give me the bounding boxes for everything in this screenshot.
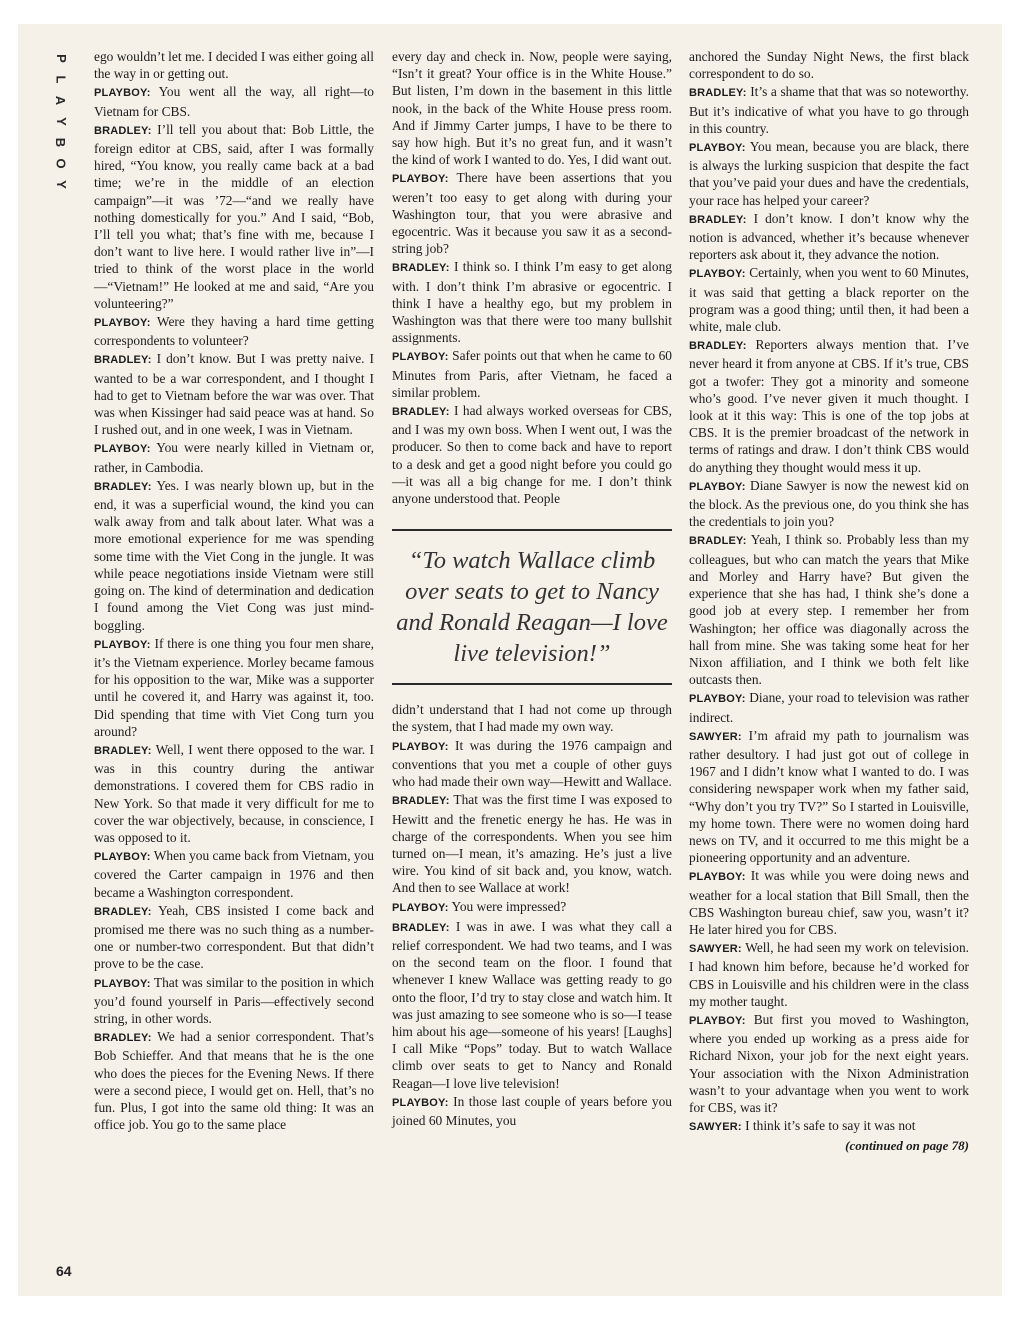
paragraph xyxy=(94,439,374,475)
speaker-label: BRADLEY: xyxy=(94,905,152,918)
paragraph-text: every day and check in. Now, people were saying, “Isn’t it great? Your office is in the White House.” But listen, I’m down in the basement in this little nook, in the back of the White House press room. And if Jimmy Carter jumps, I have to be there to say how high. But it’s no great fun, and it wasn’t the kind of work I wanted to do. Yes, I did want out. xyxy=(392,49,672,168)
speaker-label: BRADLEY: xyxy=(94,1032,152,1045)
paragraph-text: didn’t understand that I had not come up through the system, that I had made my own way. xyxy=(392,702,672,735)
speaker-label: PLAYBOY: xyxy=(94,977,151,990)
speaker-label: PLAYBOY: xyxy=(94,443,151,456)
speaker-label: BRADLEY: xyxy=(94,354,152,367)
speaker-label: PLAYBOY: xyxy=(94,638,151,651)
paragraph xyxy=(94,477,374,634)
paragraph xyxy=(689,1011,969,1116)
continued-note: (continued on page 78) xyxy=(845,1138,969,1154)
paragraph xyxy=(392,347,672,401)
paragraph-text: Yeah, I think so. Probably less than my colleagues, but who can match the years that Mike and Morley and Harry have? But given the experience that she has had, I think she’s done a good job at every step. I remember her from Washington; her office was diagonally across the hall from mine. She was taking some heat for her Nixon affiliation, and I think we both felt like outcasts then. xyxy=(689,532,969,688)
paragraph-text: It was during the 1976 campaign and conventions that you met a couple of other guys who had made their own way—Hewitt and Wallace. xyxy=(392,737,672,790)
paragraph xyxy=(392,791,672,896)
paragraph-text: You mean, because you are black, there is always the lurking suspicion that despite the fact that you’ve paid your dues and have the credentials, your race has helped your career? xyxy=(689,139,969,208)
paragraph xyxy=(689,210,969,264)
pull-quote: “To watch Wallace climb over seats to get to Nancy and Ronald Reagan—I love live television!” xyxy=(396,547,668,668)
logo-letter: L xyxy=(53,75,69,84)
paragraph xyxy=(392,48,672,168)
paragraph xyxy=(689,48,969,82)
paragraph-text: That was the first time I was exposed to Hewitt and the frenetic energy he has. He was in charge of the correspondents. When you see him turned on—I mean, it’s amazing. He’s just a live wire. You kind of sit back and, you know, watch. And then to see Wallace at work! xyxy=(392,792,673,896)
paragraph-text: You were impressed? xyxy=(451,898,567,914)
paragraph-text: ego wouldn’t let me. I decided I was either going all the way in or getting out. xyxy=(94,49,374,82)
paragraph xyxy=(689,727,969,867)
speaker-label: PLAYBOY: xyxy=(94,317,151,330)
paragraph xyxy=(94,121,374,312)
speaker-label: PLAYBOY: xyxy=(689,871,746,884)
paragraph xyxy=(94,847,374,901)
logo-letter: A xyxy=(53,95,69,106)
paragraph xyxy=(392,737,672,791)
text-column-1 xyxy=(94,48,374,1134)
column-2-text xyxy=(392,48,672,507)
paragraph xyxy=(392,169,672,257)
paragraph-text: I was in awe. I was what they call a relief correspondent. We had two teams, and I was on the second team on the floor. I found that whenever I knew Wallace was getting ready to go onto the floor, I’d try to stay close and watch him. It was just amazing to see someone who is so—I tease him about his age—someone of his years! [Laughs] I call Mike “Pops” today. But to watch Wallace climb over seats to get to Nancy and Ronald Reagan—I love live television! xyxy=(392,918,672,1091)
page-number: 64 xyxy=(56,1263,72,1279)
paragraph xyxy=(392,1093,672,1129)
paragraph-text: I don’t know. But I was pretty naive. I wanted to be a war correspondent, and I thought I had to get to Vietnam before the war was over. That was when Kissinger had said peace was at hand. So I rushed out, and in one week, I was in Vietnam. xyxy=(94,351,374,438)
speaker-label: BRADLEY: xyxy=(392,262,450,275)
paragraph-text: In those last couple of years before you joined 60 Minutes, you xyxy=(392,1093,672,1128)
speaker-label: BRADLEY: xyxy=(94,480,152,493)
paragraph xyxy=(689,531,969,688)
logo-letter: P xyxy=(53,54,69,63)
paragraph-text: Were they having a hard time getting correspondents to volunteer? xyxy=(94,314,374,349)
paragraph xyxy=(94,83,374,119)
paragraph xyxy=(392,918,672,1092)
paragraph xyxy=(392,258,672,346)
paragraph-text: If there is one thing you four men share, it’s the Vietnam experience. Morley became famous for his opposition to the war, Mike was a supporter until he covered it, and Harry was against it, too. Did spending that time with Viet Cong turn you around? xyxy=(94,635,374,739)
paragraph-text: It’s a shame that that was so noteworthy. But it’s indicative of what you have to go through in this country. xyxy=(689,84,969,136)
paragraph xyxy=(94,635,374,740)
paragraph xyxy=(94,313,374,349)
paragraph-text: Safer points out that when he came to 60 Minutes from Paris, after Vietnam, he faced a similar problem. xyxy=(392,348,672,400)
speaker-label: BRADLEY: xyxy=(689,87,747,100)
paragraph xyxy=(689,336,969,476)
paragraph-text: Reporters always mention that. I’ve never heard it from anyone at CBS. If it’s true, CBS got a twofer: They got a minority and someone who’s good. I’ve never given it much thought. I look at it this way: This is one of the top jobs at CBS. It is the premier broadcast of the network in terms of ratings and draw. I don’t think CBS would do anything they thought would mess it up. xyxy=(689,337,969,475)
speaker-label: SAWYER: xyxy=(689,1121,742,1134)
paragraph xyxy=(94,48,374,82)
speaker-label: BRADLEY: xyxy=(689,535,747,548)
speaker-label: PLAYBOY: xyxy=(689,1014,746,1027)
paragraph xyxy=(94,902,374,973)
paragraph-text: Yes. I was nearly blown up, but in the end, it was a superficial wound, the kind you can walk away from and talk about later. What was a more emotional experience for me was spending some time with the Viet Cong in the jungle. It was while peace negotiations inside Vietnam were still going on. The kind of determination and dedication I found among the Viet Cong was just mind-boggling. xyxy=(94,477,374,633)
paragraph-text: But first you moved to Washington, where you ended up working as a press aide for Richard Nixon, your job for the next eight years. Your association with the Nixon Administration wasn’t to your advantage when you went to work for CBS, was it? xyxy=(689,1011,969,1115)
paragraph-text: I’m afraid my path to journalism was rather desultory. I had just got out of college in 1967 and I didn’t know what I wanted to do. I was considering newspaper work when my father said, “Why don’t you try TV?” So I started in Louisville, my home town. There were no women doing hard news on TV, and it occurred to me this might be a pioneering opportunity and an adventure. xyxy=(689,727,969,866)
paragraph-text: Certainly, when you went to 60 Minutes, it was said that getting a black reporter on the program was a good thing; until then, it had been a white, male club. xyxy=(689,265,969,335)
speaker-label: PLAYBOY: xyxy=(689,480,746,493)
text-column-3 xyxy=(689,48,969,1155)
text-column-2 xyxy=(392,48,672,1130)
speaker-label: PLAYBOY: xyxy=(392,173,449,186)
paragraph-text: Diane Sawyer is now the newest kid on the block. As the previous one, do you think she has the credentials to join you? xyxy=(689,477,969,530)
paragraph-text: anchored the Sunday Night News, the first black correspondent to do so. xyxy=(689,49,969,82)
speaker-label: SAWYER: xyxy=(689,943,742,956)
paragraph xyxy=(689,83,969,137)
column-2-text-continued xyxy=(392,701,672,1129)
speaker-label: PLAYBOY: xyxy=(94,851,151,864)
paragraph-text: Diane, your road to television was rather indirect. xyxy=(689,690,969,725)
paragraph xyxy=(689,689,969,725)
speaker-label: BRADLEY: xyxy=(392,406,450,419)
paragraph-text: That was similar to the position in which you’d found yourself in Paris—effectively second string, in other words. xyxy=(94,974,374,1026)
logo-letter: Y xyxy=(53,180,69,189)
playboy-vertical-logo xyxy=(50,48,72,195)
speaker-label: BRADLEY: xyxy=(94,124,152,137)
paragraph-text: Yeah, CBS insisted I come back and promised me there was no such thing as a number-one or number-two correspondent. But that didn’t prove to be the case. xyxy=(94,902,374,972)
paragraph xyxy=(94,350,374,438)
paragraph-text: When you came back from Vietnam, you covered the Carter campaign in 1976 and then became a Washington correspondent. xyxy=(94,848,374,900)
speaker-label: PLAYBOY: xyxy=(689,693,746,706)
paragraph xyxy=(689,1117,969,1136)
paragraph xyxy=(94,974,374,1028)
paragraph xyxy=(689,264,969,335)
paragraph xyxy=(689,867,969,938)
paragraph-text: It was while you were doing news and weather for a local station that Bill Small, then the CBS Washington bureau chief, saw you, wasn’t it? He later hired you for CBS. xyxy=(689,868,969,937)
logo-letter: O xyxy=(53,158,69,169)
paragraph xyxy=(94,1028,374,1133)
speaker-label: SAWYER: xyxy=(689,730,742,743)
speaker-label: PLAYBOY: xyxy=(94,87,151,100)
paragraph-text: Well, I went there opposed to the war. I was in this country during the antiwar demonstrations. I covered them for CBS radio in New York. So that made it very difficult for me to cover the war objectively, because, in conscience, I was opposed to it. xyxy=(94,741,374,845)
speaker-label: PLAYBOY: xyxy=(392,901,449,914)
speaker-label: BRADLEY: xyxy=(689,340,747,353)
column-3-text xyxy=(689,48,969,1136)
speaker-label: PLAYBOY: xyxy=(392,740,449,753)
paragraph xyxy=(94,741,374,846)
speaker-label: PLAYBOY: xyxy=(689,142,746,155)
paragraph-text: I had always worked overseas for CBS, and I was my own boss. When I went out, I was the producer. So then to come back and have to report to a desk and get a good night before you could go—it was all a big change for me. I don’t think anyone understood that. People xyxy=(392,403,672,507)
paragraph xyxy=(689,138,969,209)
paragraph xyxy=(392,898,672,917)
pull-quote-box xyxy=(392,529,672,685)
paragraph xyxy=(392,701,672,735)
paragraph-text: You were nearly killed in Vietnam or, rather, in Cambodia. xyxy=(94,440,374,475)
paragraph-text: We had a senior correspondent. That’s Bob Schieffer. And that means that he is the one who does the pieces for the Evening News. If there were a second piece, I would get on. Hell, that’s no fun. Plus, I got into the same old thing: It was an office job. You go to the same place xyxy=(94,1029,374,1133)
logo-letter: B xyxy=(53,137,69,148)
speaker-label: BRADLEY: xyxy=(689,213,747,226)
paragraph xyxy=(689,939,969,1010)
logo-letter: Y xyxy=(53,117,69,126)
paragraph-text: You went all the way, all right—to Vietnam for CBS. xyxy=(94,84,374,119)
paragraph-text: I’ll tell you about that: Bob Little, the foreign editor at CBS, said, after I was formally hired, “You know, you really came back at a bad time; we’re in the middle of an election campaign”—it was ’72—“and we really have nothing domestically for you.” And I said, “Bob, I’ll tell you what; that’s fine with me, because I don’t want to live here. I would rather live in”—I tried to think of the worst place in the world—“Vietnam!” He looked at me and said, “Are you volunteering?” xyxy=(94,121,374,311)
speaker-label: BRADLEY: xyxy=(94,744,152,757)
paragraph xyxy=(392,402,672,507)
paragraph-text: There have been assertions that you weren’t too easy to get along with during your Washington tour, that you were abrasive and egocentric. Was it because you saw it as a second-string job? xyxy=(392,170,672,257)
speaker-label: PLAYBOY: xyxy=(392,1096,449,1109)
paragraph-text: I think so. I think I’m easy to get along with. I don’t think I’m abrasive or egocentric. I think I have a healthy ego, but my problem in Washington was that there were too many bullshit assignments. xyxy=(392,259,672,346)
paragraph xyxy=(689,477,969,531)
speaker-label: PLAYBOY: xyxy=(689,268,746,281)
speaker-label: BRADLEY: xyxy=(392,795,450,808)
paragraph-text: I don’t know. I don’t know why the notion is advanced, whether it’s because whenever reporters ask about it, they advance the notion. xyxy=(689,210,969,263)
speaker-label: PLAYBOY: xyxy=(392,351,449,364)
paragraph-text: Well, he had seen my work on television. I had known him before, because he’d worked for CBS in Louisville and his children were in the class my mother taught. xyxy=(689,940,969,1009)
paragraph-text: I think it’s safe to say it was not xyxy=(745,1118,916,1134)
speaker-label: BRADLEY: xyxy=(392,921,450,934)
